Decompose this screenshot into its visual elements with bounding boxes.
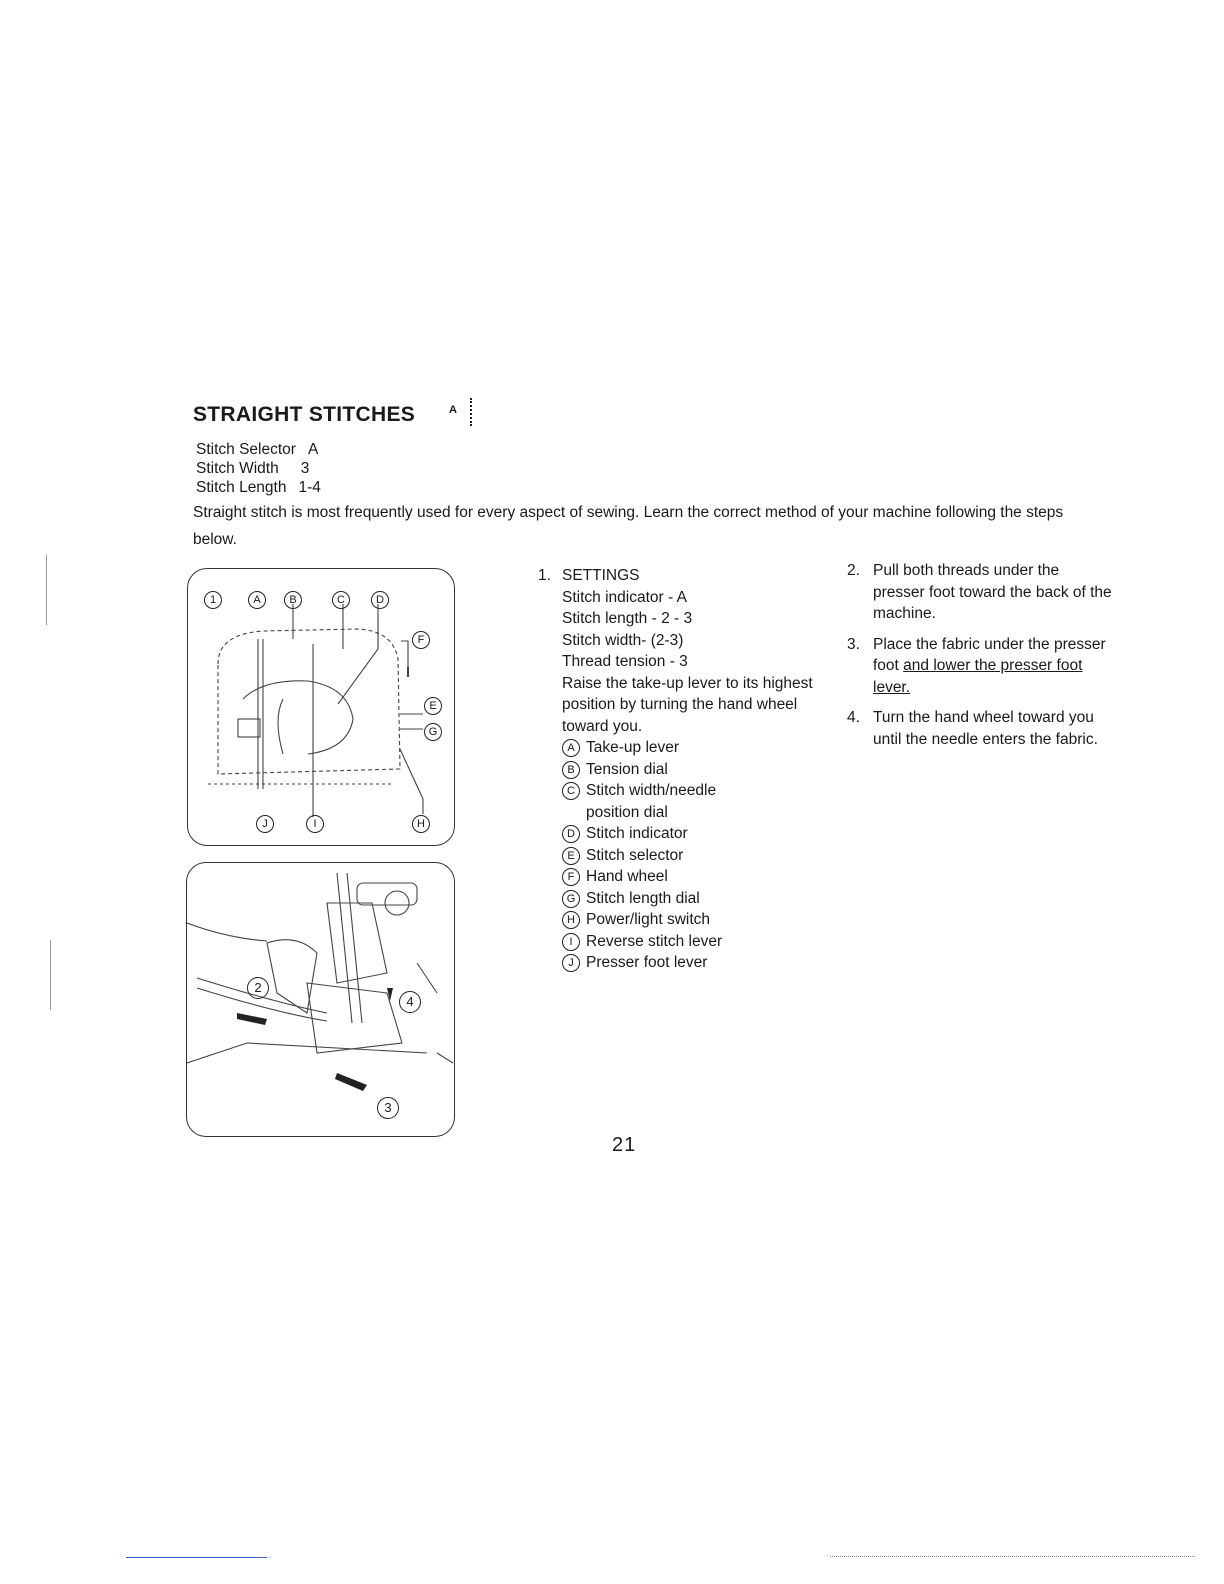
bottom-blue-line	[126, 1557, 267, 1558]
scan-mark	[50, 940, 51, 1010]
callout-4: 4	[399, 991, 421, 1013]
legend-item	[538, 845, 828, 867]
instruction-text: Raise the take-up lever to its highest position by turning the hand wheel toward you.	[562, 674, 813, 735]
legend-key: A	[562, 739, 580, 757]
step-text: Pull both threads under the presser foot toward the back of the machine.	[873, 562, 1112, 622]
step-text-underlined: and lower the presser foot lever.	[873, 657, 1083, 696]
page-number: 21	[612, 1134, 637, 1156]
callout-C: C	[332, 591, 350, 609]
setting-line: Stitch indicator - A	[562, 588, 687, 606]
legend-text: Stitch width/needle position dial	[586, 782, 717, 821]
setting-line: Thread tension - 3	[562, 653, 688, 670]
step-text: Place the fabric under the presser foot	[873, 635, 1106, 674]
legend-key: E	[562, 847, 580, 865]
legend-text: Power/light switch	[586, 911, 711, 928]
callout-I: I	[306, 815, 324, 833]
settings-row	[196, 459, 309, 479]
setting-line: Stitch width- (2-3)	[562, 631, 684, 649]
step-number: 1.	[538, 567, 551, 584]
settings-value: A	[307, 441, 319, 458]
page-title: STRAIGHT STITCHES	[193, 403, 416, 426]
settings-value: 3	[300, 460, 310, 477]
legend-text: Reverse stitch lever	[586, 932, 723, 950]
legend-item	[538, 931, 828, 953]
step-text: Turn the hand wheel toward you until the needle enters the fabric.	[873, 709, 1098, 748]
steps-2-4	[847, 560, 1115, 759]
legend-text: Hand wheel	[586, 868, 668, 885]
callout-2: 2	[247, 977, 269, 999]
legend-text: Stitch length dial	[586, 889, 700, 907]
step-1	[538, 565, 828, 974]
setting-line: Stitch length - 2 - 3	[562, 610, 693, 627]
step-number: 3.	[847, 635, 860, 653]
callout-F: F	[412, 631, 430, 649]
legend-key: H	[562, 911, 580, 929]
legend-key: B	[562, 761, 580, 779]
straight-stitch-icon	[470, 398, 475, 426]
legend-text: Presser foot lever	[586, 954, 708, 971]
legend-item	[538, 952, 828, 974]
settings-row	[196, 440, 318, 460]
callout-A: A	[248, 591, 266, 609]
step-number: 2.	[847, 562, 860, 579]
step-number: 4.	[847, 709, 860, 726]
legend-key: J	[562, 954, 580, 972]
legend-item	[538, 909, 828, 931]
callout-E: E	[424, 697, 442, 715]
settings-label: Stitch Selector	[196, 441, 296, 458]
legend-key: F	[562, 868, 580, 886]
callout-B: B	[284, 591, 302, 609]
scan-mark	[46, 555, 47, 625]
legend-text: Stitch indicator	[586, 825, 688, 842]
legend-key: D	[562, 825, 580, 843]
intro-paragraph: Straight stitch is most frequently used for every aspect of sewing. Learn the correct method of your machine following the steps below.	[193, 504, 1064, 548]
callout-G: G	[424, 723, 442, 741]
settings-value: 1-4	[298, 479, 321, 496]
callout-1: 1	[204, 591, 222, 609]
settings-label: Stitch Length	[196, 479, 287, 496]
legend-text: Take-up lever	[586, 739, 680, 756]
callout-J: J	[256, 815, 274, 833]
legend-item	[538, 759, 828, 781]
machine-diagram	[187, 568, 455, 846]
callout-H: H	[412, 815, 430, 833]
machine-diagram-drawing	[188, 569, 454, 845]
legend-text: Stitch selector	[586, 846, 684, 864]
legend-item	[538, 823, 828, 845]
legend-text: Tension dial	[586, 760, 668, 778]
legend-key: I	[562, 933, 580, 951]
legend-key: G	[562, 890, 580, 908]
legend-item	[538, 737, 828, 759]
stitch-symbol: A	[449, 404, 457, 416]
step-4	[847, 707, 1115, 750]
settings-row	[196, 478, 321, 498]
legend-key: C	[562, 782, 580, 800]
callout-3: 3	[377, 1097, 399, 1119]
step-3	[847, 634, 1115, 699]
legend-item	[538, 780, 828, 823]
step-2	[847, 560, 1115, 625]
legend-item	[538, 866, 828, 888]
settings-label: Stitch Width	[196, 460, 279, 477]
callout-D: D	[371, 591, 389, 609]
presser-foot-diagram	[186, 862, 455, 1137]
legend-item	[538, 888, 828, 910]
bottom-rule	[830, 1556, 1195, 1557]
step-heading: SETTINGS	[562, 567, 640, 584]
